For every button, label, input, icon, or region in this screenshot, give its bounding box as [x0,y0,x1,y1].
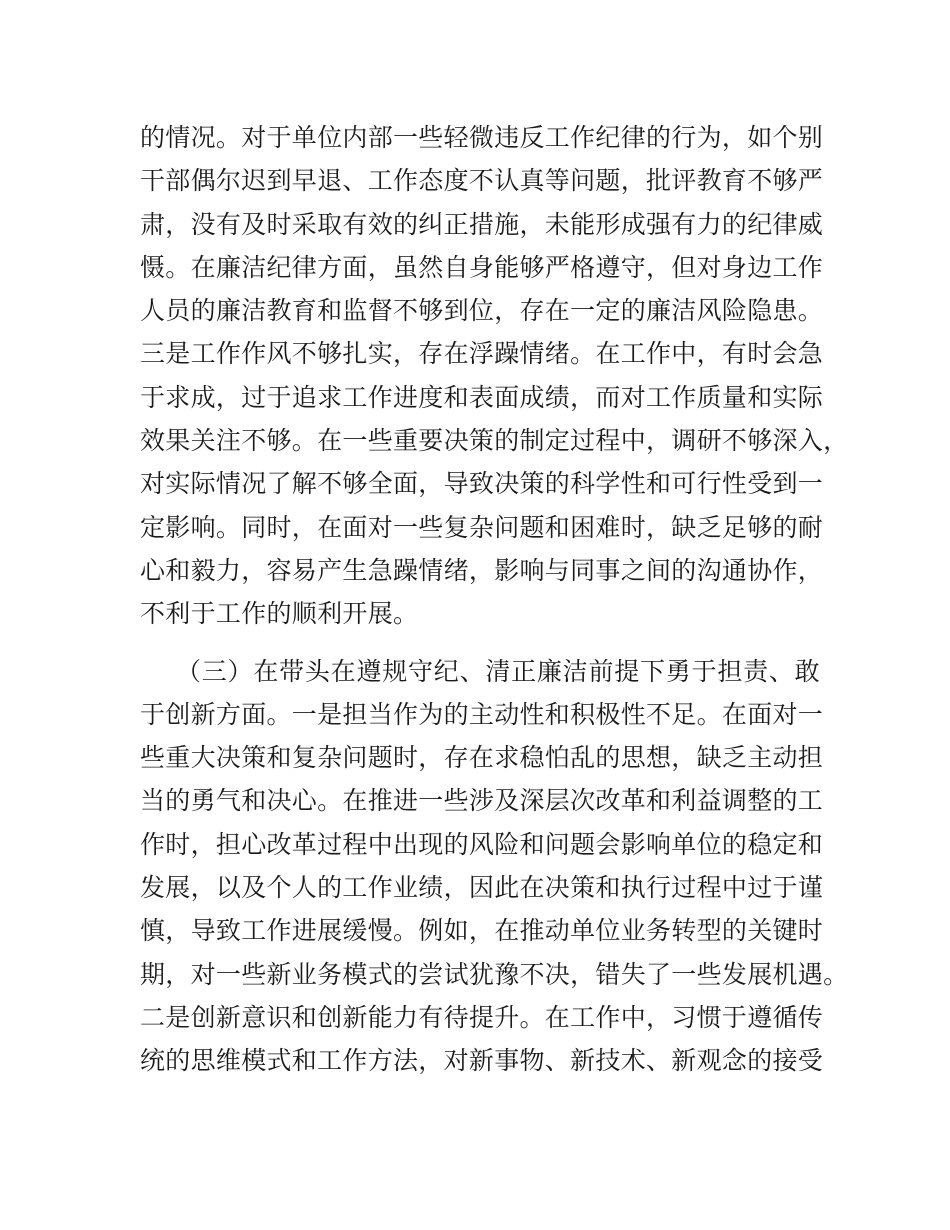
text-line: 些重大决策和复杂问题时，存在求稳怕乱的思想，缺乏主动担 [140,743,824,773]
text-line: 于求成，过于追求工作进度和表面成绩，而对工作质量和实际 [140,382,824,412]
document-body [140,116,849,1083]
text-line: 定影响。同时，在面对一些复杂问题和困难时，缺乏足够的耐 [140,512,824,542]
paragraph-1 [140,116,849,636]
text-line: 二是创新意识和创新能力有待提升。在工作中，习惯于遵循传 [140,1002,824,1032]
paragraph-gap [140,636,820,650]
text-line: 不利于工作的顺利开展。 [140,599,419,629]
text-line: 于创新方面。一是担当作为的主动性和积极性不足。在面对一 [140,699,824,729]
text-line: 人员的廉洁教育和监督不够到位，存在一定的廉洁风险隐患。 [140,296,824,326]
text-line: 慎，导致工作进展缓慢。例如，在推动单位业务转型的关键时 [140,916,824,946]
text-line: 的情况。对于单位内部一些轻微违反工作纪律的行为，如个别 [140,123,824,152]
text-line: 发展，以及个人的工作业绩，因此在决策和执行过程中过于谨 [140,873,824,903]
text-line: 干部偶尔迟到早退、工作态度不认真等问题，批评教育不够严 [140,166,824,196]
text-line: 慑。在廉洁纪律方面，虽然自身能够严格遵守，但对身边工作 [140,252,824,282]
text-line-indented: （三）在带头在遵规守纪、清正廉洁前提下勇于担责、敢 [176,656,820,686]
text-line: 期，对一些新业务模式的尝试犹豫不决，错失了一些发展机遇。 [140,959,849,989]
text-line: 肃，没有及时采取有效的纠正措施，未能形成强有力的纪律威 [140,209,824,239]
text-line: 统的思维模式和工作方法，对新事物、新技术、新观念的接受 [140,1046,824,1076]
text-line: 心和毅力，容易产生急躁情绪，影响与同事之间的沟通协作， [140,555,824,585]
text-line: 效果关注不够。在一些重要决策的制定过程中，调研不够深入， [140,426,849,456]
text-line: 对实际情况了解不够全面，导致决策的科学性和可行性受到一 [140,469,824,499]
text-line: 当的勇气和决心。在推进一些涉及深层次改革和利益调整的工 [140,786,824,816]
paragraph-2 [140,650,849,1083]
text-line: 作时，担心改革过程中出现的风险和问题会影响单位的稳定和 [140,829,824,859]
text-line: 三是工作作风不够扎实，存在浮躁情绪。在工作中，有时会急 [140,339,824,369]
